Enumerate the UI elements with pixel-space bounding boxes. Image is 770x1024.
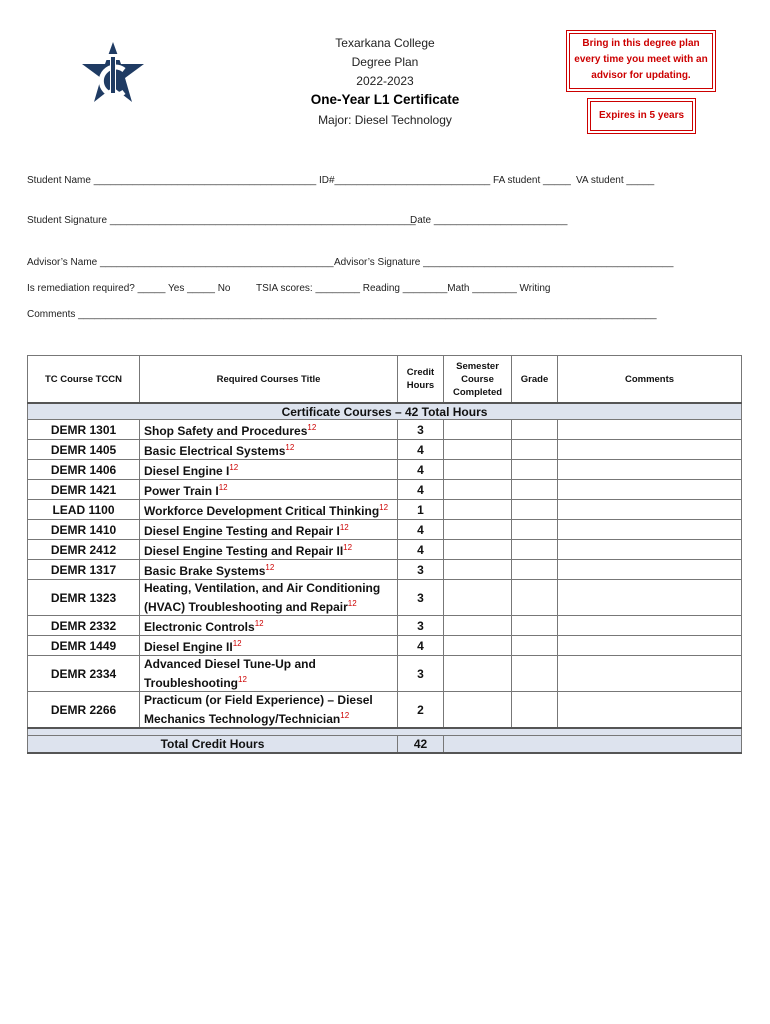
semester-completed-cell[interactable] [444, 616, 512, 636]
semester-completed-cell[interactable] [444, 420, 512, 440]
degree-plan-table [27, 355, 742, 754]
table-spacer-row [28, 728, 742, 736]
credit-hours: 3 [398, 560, 444, 580]
course-title-text: Diesel Engine Testing and Repair II [144, 544, 344, 558]
college-name: Texarkana College [335, 36, 435, 50]
footnote-mark: 12 [254, 619, 264, 628]
footnote-mark: 12 [265, 563, 275, 572]
course-title [140, 500, 398, 520]
semester-completed-cell[interactable] [444, 440, 512, 460]
footnote-mark: 12 [379, 503, 389, 512]
va-student-field[interactable]: VA student _____ [576, 175, 655, 186]
total-empty [444, 736, 742, 754]
course-code: DEMR 1405 [28, 440, 140, 460]
table-row [28, 460, 742, 480]
total-row [28, 736, 742, 754]
grade-cell[interactable] [512, 636, 558, 656]
certificate-title: One-Year L1 Certificate [310, 92, 460, 107]
table-header-row [28, 356, 742, 404]
credit-hours: 3 [398, 580, 444, 616]
comments-cell[interactable] [558, 692, 742, 729]
college-logo [80, 40, 146, 106]
grade-cell[interactable] [512, 500, 558, 520]
semester-completed-cell[interactable] [444, 636, 512, 656]
credit-hours: 2 [398, 692, 444, 729]
total-value: 42 [398, 736, 444, 754]
course-code: DEMR 1410 [28, 520, 140, 540]
credit-hours: 4 [398, 460, 444, 480]
course-title-text: Heating, Ventilation, and Air Conditioning (HVAC) Troubleshooting and Repair [144, 581, 381, 614]
grade-cell[interactable] [512, 560, 558, 580]
course-code: DEMR 1317 [28, 560, 140, 580]
comments-cell[interactable] [558, 580, 742, 616]
grade-cell[interactable] [512, 656, 558, 692]
course-code: DEMR 2334 [28, 656, 140, 692]
course-code: LEAD 1100 [28, 500, 140, 520]
course-title-text: Diesel Engine I [144, 464, 230, 478]
student-signature-field[interactable]: Student Signature _______________________________________________________ [27, 215, 416, 226]
course-title-text: Practicum (or Field Experience) – Diesel Mechanics Technology/Technician [144, 693, 373, 726]
footnote-mark: 12 [238, 675, 247, 684]
table-row [28, 420, 742, 440]
expiration-notice: Expires in 5 years [590, 101, 693, 131]
course-title [140, 580, 398, 616]
course-title [140, 420, 398, 440]
comments-cell[interactable] [558, 460, 742, 480]
credit-hours-header: Credit Hours [398, 356, 444, 404]
semester-completed-cell[interactable] [444, 500, 512, 520]
footnote-mark: 12 [339, 523, 349, 532]
advisor-name-field[interactable]: Advisor’s Name __________________________________________ [27, 257, 334, 268]
comments-field[interactable]: Comments ________________________________________________________________________________________________________ [27, 309, 657, 320]
credit-hours: 3 [398, 616, 444, 636]
course-code: DEMR 1323 [28, 580, 140, 616]
semester-completed-cell[interactable] [444, 520, 512, 540]
footnote-mark: 12 [343, 543, 353, 552]
course-title-text: Shop Safety and Procedures [144, 424, 308, 438]
table-row [28, 440, 742, 460]
section-header-row [28, 403, 742, 420]
semester-completed-cell[interactable] [444, 480, 512, 500]
course-title [140, 480, 398, 500]
total-label: Total Credit Hours [28, 736, 398, 754]
table-row [28, 656, 742, 692]
comments-cell[interactable] [558, 636, 742, 656]
footnote-mark: 12 [218, 483, 228, 492]
semester-completed-cell[interactable] [444, 540, 512, 560]
course-title [140, 440, 398, 460]
tsia-scores-field[interactable]: TSIA scores: ________ Reading ________Math ________ Writing [256, 283, 551, 294]
table-row [28, 636, 742, 656]
footnote-mark: 12 [229, 463, 239, 472]
table-row [28, 540, 742, 560]
course-title [140, 656, 398, 692]
student-name-field[interactable]: Student Name ________________________________________ ID#____________________________ FA student _____ [27, 175, 571, 186]
course-code: DEMR 1421 [28, 480, 140, 500]
update-notice: Bring in this degree plan every time you meet with an advisor for updating. [569, 33, 713, 89]
semester-completed-cell[interactable] [444, 692, 512, 729]
course-title [140, 636, 398, 656]
comments-cell[interactable] [558, 500, 742, 520]
credit-hours: 4 [398, 540, 444, 560]
course-code: DEMR 1301 [28, 420, 140, 440]
table-row [28, 560, 742, 580]
credit-hours: 4 [398, 480, 444, 500]
grade-cell[interactable] [512, 580, 558, 616]
course-title [140, 560, 398, 580]
credit-hours: 4 [398, 520, 444, 540]
semester-completed-cell[interactable] [444, 580, 512, 616]
footnote-mark: 12 [232, 639, 242, 648]
semester-completed-header: Semester Course Completed [444, 356, 512, 404]
semester-completed-cell[interactable] [444, 460, 512, 480]
credit-hours: 4 [398, 440, 444, 460]
texarkana-college-star-logo-icon [80, 40, 146, 106]
course-title-text: Workforce Development Critical Thinking [144, 504, 380, 518]
table-row [28, 692, 742, 729]
course-title-text: Basic Electrical Systems [144, 444, 286, 458]
course-title [140, 460, 398, 480]
course-code: DEMR 2412 [28, 540, 140, 560]
course-code: DEMR 2332 [28, 616, 140, 636]
semester-completed-cell[interactable] [444, 560, 512, 580]
course-code: DEMR 1406 [28, 460, 140, 480]
comments-cell[interactable] [558, 560, 742, 580]
table-row [28, 520, 742, 540]
advisor-signature-field[interactable]: Advisor’s Signature _____________________________________________ [334, 257, 674, 268]
comments-cell[interactable] [558, 656, 742, 692]
footnote-mark: 12 [285, 443, 295, 452]
table-row [28, 580, 742, 616]
major: Major: Diesel Technology [318, 113, 452, 127]
comments-cell[interactable] [558, 520, 742, 540]
credit-hours: 3 [398, 420, 444, 440]
course-title-text: Advanced Diesel Tune-Up and Troubleshooting [144, 657, 316, 690]
course-title [140, 616, 398, 636]
comments-header: Comments [558, 356, 742, 404]
course-title-text: Diesel Engine Testing and Repair I [144, 524, 340, 538]
table-row [28, 480, 742, 500]
grade-cell[interactable] [512, 460, 558, 480]
date-field[interactable]: Date ________________________ [410, 215, 568, 226]
credit-hours: 3 [398, 656, 444, 692]
grade-cell[interactable] [512, 540, 558, 560]
table-row [28, 500, 742, 520]
grade-cell[interactable] [512, 420, 558, 440]
credit-hours: 1 [398, 500, 444, 520]
comments-cell[interactable] [558, 480, 742, 500]
grade-cell[interactable] [512, 520, 558, 540]
grade-cell[interactable] [512, 440, 558, 460]
grade-cell[interactable] [512, 692, 558, 729]
course-code: DEMR 1449 [28, 636, 140, 656]
credit-hours: 4 [398, 636, 444, 656]
remediation-field[interactable]: Is remediation required? _____ Yes _____ No [27, 283, 231, 294]
course-title [140, 692, 398, 729]
comments-cell[interactable] [558, 440, 742, 460]
course-title-text: Basic Brake Systems [144, 564, 266, 578]
course-title-text: Diesel Engine II [144, 640, 233, 654]
course-title-header: Required Courses Title [140, 356, 398, 404]
footnote-mark: 12 [340, 711, 350, 720]
table-row [28, 616, 742, 636]
grade-header: Grade [512, 356, 558, 404]
grade-cell[interactable] [512, 480, 558, 500]
course-title [140, 520, 398, 540]
grade-cell[interactable] [512, 616, 558, 636]
catalog-year: 2022-2023 [356, 74, 414, 88]
footnote-mark: 12 [307, 423, 317, 432]
document-type: Degree Plan [351, 55, 419, 69]
spacer-cell [28, 728, 742, 736]
footnote-mark: 12 [347, 599, 357, 608]
course-title [140, 540, 398, 560]
course-code-header: TC Course TCCN [28, 356, 140, 404]
course-title-text: Power Train I [144, 484, 219, 498]
course-title-text: Electronic Controls [144, 620, 255, 634]
section-label: Certificate Courses – 42 Total Hours [28, 403, 742, 420]
course-code: DEMR 2266 [28, 692, 140, 729]
semester-completed-cell[interactable] [444, 656, 512, 692]
comments-cell[interactable] [558, 616, 742, 636]
comments-cell[interactable] [558, 420, 742, 440]
comments-cell[interactable] [558, 540, 742, 560]
